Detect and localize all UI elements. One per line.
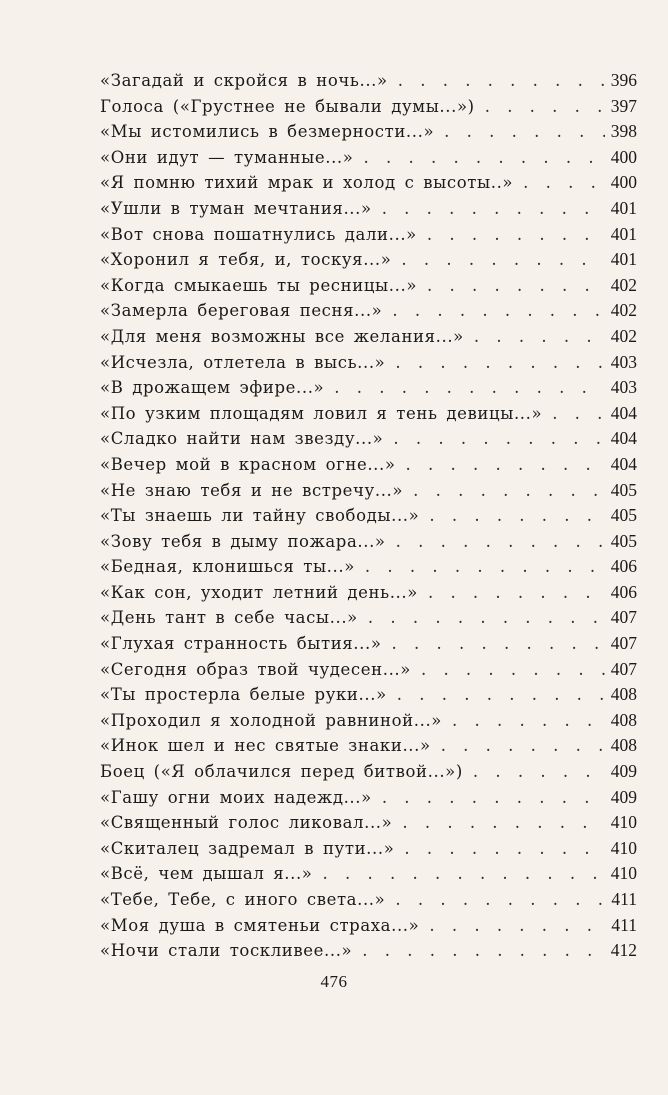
dot-leader — [319, 861, 605, 887]
toc-entry-title: Боец («Я облачился перед битвой...») — [100, 759, 469, 785]
toc-entry-title: «Бедная, клонишься ты...» — [100, 554, 361, 580]
toc-entry — [100, 298, 637, 324]
toc-entry — [100, 938, 637, 964]
toc-entry — [100, 682, 637, 708]
dot-leader — [469, 759, 605, 785]
toc-entry-page: 412 — [605, 938, 637, 964]
toc-entry-title: «По узким площадям ловил я тень девицы...» — [100, 401, 548, 427]
toc-entry-page: 400 — [605, 170, 637, 196]
toc-entry — [100, 836, 637, 862]
toc-entry-page: 411 — [605, 887, 637, 913]
dot-leader — [378, 196, 605, 222]
toc-entry-title: «Сладко найти нам звезду...» — [100, 426, 389, 452]
toc-entry-title: «Я помню тихий мрак и холод с высоты..» — [100, 170, 519, 196]
toc-entry — [100, 375, 637, 401]
toc-entry — [100, 452, 637, 478]
toc-entry-page: 404 — [605, 426, 637, 452]
toc-entry — [100, 94, 637, 120]
toc-entry-title: «Они идут — туманные...» — [100, 145, 359, 171]
dot-leader — [358, 938, 605, 964]
dot-leader — [548, 401, 605, 427]
toc-entry — [100, 222, 637, 248]
toc-entry — [100, 605, 637, 631]
toc-entry-title: «День тант в себе часы...» — [100, 605, 364, 631]
dot-leader — [440, 119, 605, 145]
toc-entry-page: 406 — [605, 580, 637, 606]
toc-entry-page: 407 — [605, 605, 637, 631]
toc-entry-page: 406 — [605, 554, 637, 580]
dot-leader — [481, 94, 605, 120]
toc-entry — [100, 273, 637, 299]
toc-entry-title: «Исчезла, отлетела в высь...» — [100, 350, 391, 376]
toc-entry-title: «Тебе, Тебе, с иного света...» — [100, 887, 391, 913]
toc-entry-page: 408 — [605, 708, 637, 734]
toc-entry-title: «Вот снова пошатнулись дали...» — [100, 222, 423, 248]
toc-entry — [100, 785, 637, 811]
toc-entry — [100, 657, 637, 683]
dot-leader — [417, 657, 605, 683]
toc-entry-title: «Ты знаешь ли тайну свободы...» — [100, 503, 425, 529]
toc-entry-title: «Как сон, уходит летний день...» — [100, 580, 424, 606]
toc-entry-page: 404 — [605, 401, 637, 427]
toc-entry-title: «В дрожащем эфире...» — [100, 375, 330, 401]
toc-entry-title: Голоса («Грустнее не бывали думы...») — [100, 94, 481, 120]
toc-entry-title: «Когда смыкаешь ты ресницы...» — [100, 273, 423, 299]
toc-entry-page: 403 — [605, 350, 637, 376]
toc-entry-page: 396 — [605, 68, 637, 94]
dot-leader — [425, 503, 604, 529]
toc-entry-page: 408 — [605, 682, 637, 708]
toc-entry — [100, 478, 637, 504]
toc-entry-page: 409 — [605, 759, 637, 785]
dot-leader — [391, 887, 605, 913]
toc-entry-page: 404 — [605, 452, 637, 478]
toc-entry-page: 403 — [605, 375, 637, 401]
toc-entry — [100, 913, 637, 939]
page-number: 476 — [320, 972, 348, 991]
toc-entry-page: 410 — [605, 861, 637, 887]
toc-entry-page: 408 — [605, 733, 637, 759]
toc-entry-page: 398 — [605, 119, 637, 145]
dot-leader — [391, 350, 604, 376]
toc-entry — [100, 426, 637, 452]
toc-entry-page: 402 — [605, 298, 637, 324]
toc-entry-page: 405 — [605, 529, 637, 555]
toc-entry — [100, 810, 637, 836]
dot-leader — [359, 145, 604, 171]
dot-leader — [519, 170, 605, 196]
toc-entry-page: 402 — [605, 324, 637, 350]
toc-entry-page: 410 — [605, 810, 637, 836]
toc-entry — [100, 733, 637, 759]
dot-leader — [361, 554, 605, 580]
dot-leader — [437, 733, 605, 759]
toc-entry-page: 409 — [605, 785, 637, 811]
toc-entry-title: «Скиталец задремал в пути...» — [100, 836, 400, 862]
dot-leader — [400, 836, 604, 862]
toc-entry — [100, 708, 637, 734]
toc-entry-title: «Проходил я холодной равниной...» — [100, 708, 448, 734]
toc-entry-page: 402 — [605, 273, 637, 299]
toc-entry — [100, 324, 637, 350]
toc-entry-title: «Ты простерла белые руки...» — [100, 682, 393, 708]
dot-leader — [330, 375, 605, 401]
toc-entry — [100, 529, 637, 555]
toc-entry — [100, 68, 637, 94]
toc-entry — [100, 170, 637, 196]
toc-entry-title: «Мы истомились в безмерности...» — [100, 119, 440, 145]
dot-leader — [448, 708, 605, 734]
toc-entry-title: «Всё, чем дышал я...» — [100, 861, 319, 887]
dot-leader — [402, 452, 605, 478]
toc-entry-title: «Инок шел и нес святые знаки...» — [100, 733, 437, 759]
toc-entry-title: «Загадай и скройся в ночь...» — [100, 68, 394, 94]
toc-entry — [100, 861, 637, 887]
toc-entry — [100, 119, 637, 145]
dot-leader — [394, 68, 605, 94]
toc-entry-title: «Моя душа в смятеньи страха...» — [100, 913, 425, 939]
toc-entry-title: «Для меня возможны все желания...» — [100, 324, 470, 350]
toc-entry-title: «Священный голос ликовал...» — [100, 810, 398, 836]
toc-entry-title: «Ушли в туман мечтания...» — [100, 196, 378, 222]
dot-leader — [388, 298, 604, 324]
table-of-contents — [100, 68, 637, 964]
dot-leader — [364, 605, 605, 631]
toc-entry — [100, 503, 637, 529]
toc-entry-title: «Замерла береговая песня...» — [100, 298, 388, 324]
toc-entry-page: 401 — [605, 222, 637, 248]
toc-entry — [100, 554, 637, 580]
toc-entry-page: 410 — [605, 836, 637, 862]
toc-entry — [100, 145, 637, 171]
toc-entry-title: «Хоронил я тебя, и, тоскуя...» — [100, 247, 397, 273]
toc-entry-page: 401 — [605, 196, 637, 222]
toc-entry-title: «Ночи стали тоскливее...» — [100, 938, 358, 964]
toc-entry-title: «Сегодня образ твой чудесен...» — [100, 657, 417, 683]
toc-entry-title: «Не знаю тебя и не встречу...» — [100, 478, 409, 504]
toc-entry — [100, 759, 637, 785]
dot-leader — [393, 682, 605, 708]
dot-leader — [470, 324, 605, 350]
toc-entry — [100, 887, 637, 913]
toc-entry-page: 405 — [605, 478, 637, 504]
toc-entry — [100, 401, 637, 427]
dot-leader — [388, 631, 605, 657]
dot-leader — [423, 222, 605, 248]
toc-entry-title: «Гашу огни моих надежд...» — [100, 785, 378, 811]
toc-entry-page: 401 — [605, 247, 637, 273]
toc-entry-page: 397 — [605, 94, 637, 120]
toc-entry — [100, 350, 637, 376]
toc-entry-page: 400 — [605, 145, 637, 171]
toc-entry — [100, 247, 637, 273]
toc-entry-page: 407 — [605, 631, 637, 657]
dot-leader — [425, 913, 605, 939]
toc-entry-page: 405 — [605, 503, 637, 529]
toc-entry — [100, 196, 637, 222]
toc-entry-title: «Зову тебя в дыму пожара...» — [100, 529, 392, 555]
toc-entry — [100, 580, 637, 606]
dot-leader — [378, 785, 605, 811]
dot-leader — [397, 247, 604, 273]
dot-leader — [389, 426, 604, 452]
toc-entry-page: 407 — [605, 657, 637, 683]
dot-leader — [424, 580, 605, 606]
dot-leader — [423, 273, 605, 299]
toc-entry-page: 411 — [605, 913, 637, 939]
toc-entry — [100, 631, 637, 657]
dot-leader — [392, 529, 605, 555]
toc-entry-title: «Глухая странность бытия...» — [100, 631, 388, 657]
toc-entry-title: «Вечер мой в красном огне...» — [100, 452, 402, 478]
dot-leader — [409, 478, 605, 504]
dot-leader — [398, 810, 604, 836]
